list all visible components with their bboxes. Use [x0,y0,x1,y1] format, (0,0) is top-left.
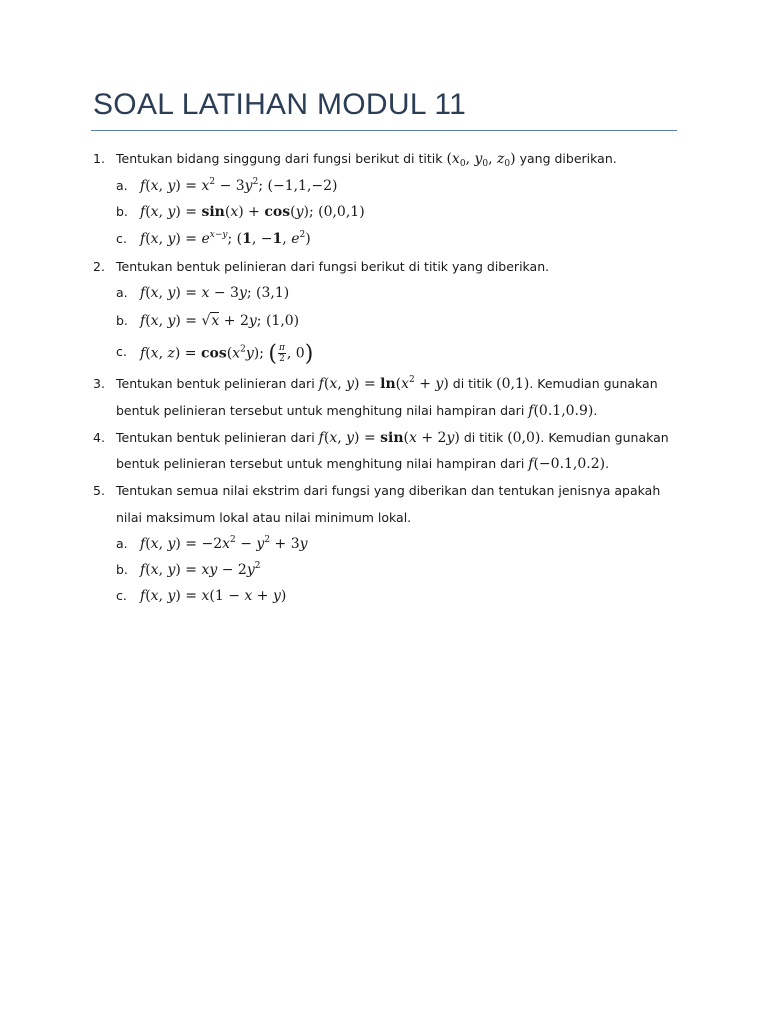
question-1b-label: b. [116,204,128,219]
question-1-number: 1. [93,151,105,166]
question-4-line2-text: bentuk pelinieran tersebut untuk menghitung nilai hampiran dari [116,456,525,471]
question-2-text: Tentukan bentuk pelinieran dari fungsi berikut di titik yang diberikan. [116,259,550,274]
question-4-text-a: Tentukan bentuk pelinieran dari [116,430,315,445]
question-3-point: (0,1) [496,376,530,392]
question-2c-expression: f(x, $z) = \cos(x^2y)$; ( $\frac{\pi}{2}$ , 0) [140,341,314,367]
question-2-number: 2. [93,259,105,274]
question-3-eval: f(0.1,0.9) [528,403,594,419]
question-3-line2-end: . [593,403,598,418]
question-1-text-a: Tentukan bidang singgung dari fungsi berikut di titik [116,151,443,166]
question-5b-label: b. [116,562,128,577]
question-4-text-b: di titik [463,430,504,445]
question-5a-expression: f(x, $y) = -2x^2 - y^2 + 3y$ [140,535,308,552]
question-4-eval: f(−0.1,0.2) [528,456,606,472]
question-3-number: 3. [93,376,105,391]
question-3-text-a: Tentukan bentuk pelinieran dari [116,376,315,391]
question-3-text-c: . Kemudian gunakan [529,376,658,391]
question-4-point: (0,0) [507,430,541,446]
question-5b-expression: f(x, y) = xy − $2y^2$ [140,561,261,578]
question-4-text-c: . Kemudian gunakan [540,430,669,445]
question-2a-expression: f(x, y) = x − 3y; (3,1) [140,285,290,301]
title-underline [91,130,677,131]
question-5-number: 5. [93,483,105,498]
question-5c-label: c. [116,588,127,603]
question-4-number: 4. [93,430,105,445]
question-5-text-line-2: nilai maksimum lokal atau nilai minimum lokal. [116,510,412,525]
page-title: SOAL LATIHAN MODUL 11 [93,88,467,121]
question-2a-label: a. [116,285,128,300]
question-3-function: f(x, $y) = \ln(x^2 + y)$ [318,375,449,392]
question-3-line2-text: bentuk pelinieran tersebut untuk menghitung nilai hampiran dari [116,403,525,418]
question-4-function: f(x, y) = sin(x + 2y) [318,430,460,446]
question-5c-expression: f(x, y) = x(1 − x + y) [140,588,287,604]
question-2c-label: c. [116,344,127,359]
question-5-text-line-1: Tentukan semua nilai ekstrim dari fungsi yang diberikan dan tentukan jenisnya apakah [116,483,661,498]
question-1a-expression: f(x, $y) = x^2 - 3y^2$; (−1,1,−2) [140,177,338,194]
question-2b-label: b. [116,313,128,328]
question-3-text-b: di titik [452,376,493,391]
question-1a-label: a. [116,178,128,193]
question-2b-expression: f(x, y) = √x + 2y; (1,0) [140,313,300,329]
question-4-line2-end: . [605,456,610,471]
question-1b-expression: f(x, y) = sin(x) + cos(y); (0,0,1) [140,204,365,220]
question-5a-label: a. [116,536,128,551]
question-1-text-b: yang diberikan. [519,151,617,166]
question-1c-label: c. [116,231,127,246]
question-1-point: ($x_0$, $y_0$, $z_0$) [446,151,516,169]
question-1c-expression: f(x, $y) = e^{x-y}$; (1, −1, $e^2$) [140,230,311,247]
